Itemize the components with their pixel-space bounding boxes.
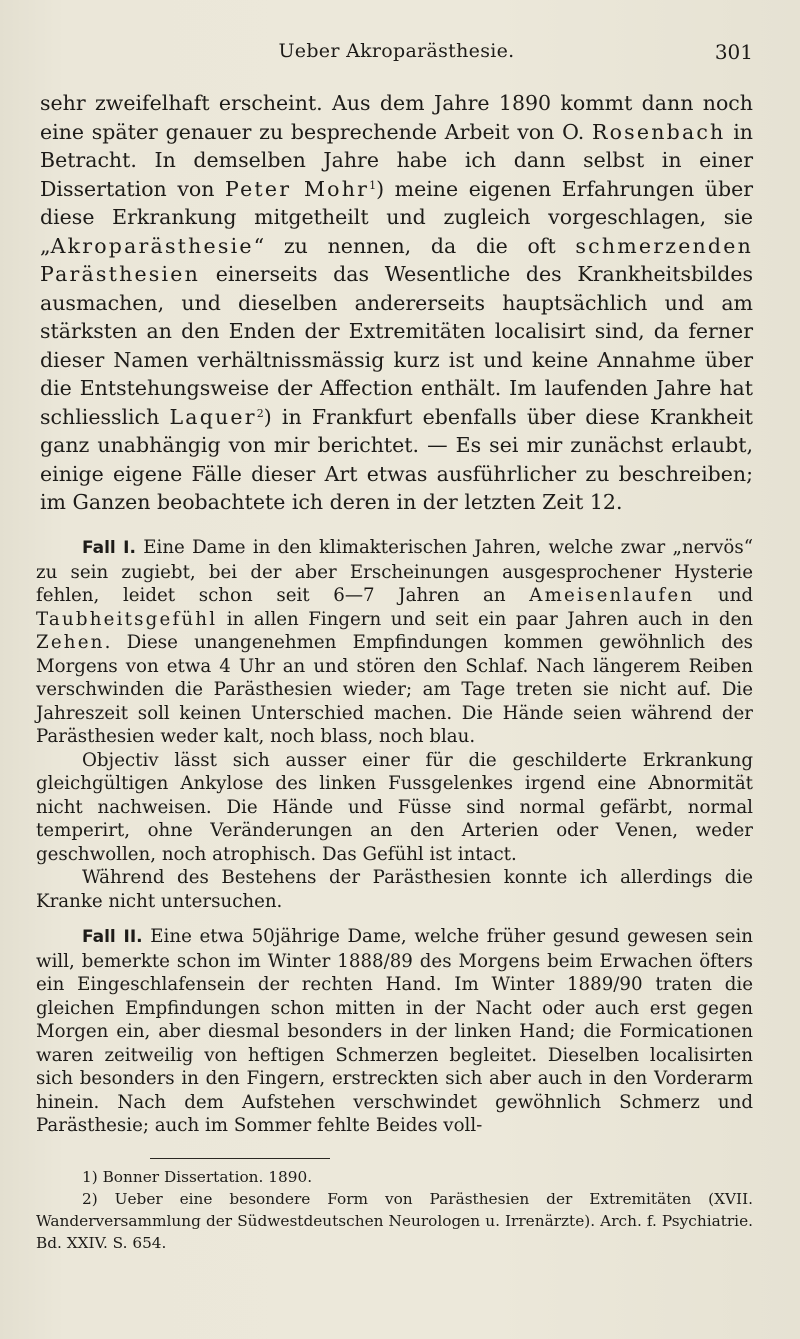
case-2-paragraph	[36, 925, 753, 1138]
case-1-paragraph	[36, 536, 753, 749]
intro-text: “ zu nennen, da die oft	[253, 233, 576, 258]
page-number: 301	[714, 40, 753, 64]
author-name-rosenbach: Rosenbach	[592, 119, 726, 144]
spaced-phrase: schmerzenden Parästhesien	[40, 233, 753, 286]
running-title: Ueber Akroparästhesie.	[278, 40, 515, 62]
intro-text: sehr zweifelhaft erscheint. Aus dem Jahre 1890 kommt dann noch eine später genauer zu besprechende Arbeit von O.	[40, 91, 753, 144]
case-text: . Diese unangenehmen Empfindungen kommen gewöhnlich des Morgens von etwa 4 Uhr an und stören den Schlaf. Nach längerem Reiben verschwinden die Parästhesien wieder; am Tage treten sie nicht auf. Die Jahreszeit soll keinen Unterschied machen. Die Hände seien während der Parästhesien weder kalt, noch blass, noch blau.	[36, 632, 753, 747]
case-2-label: Fall II.	[82, 927, 143, 947]
footnotes	[36, 1166, 753, 1254]
spaced-term: Ameisenlaufen	[529, 585, 695, 606]
case-text: Eine Dame in den klimakterischen Jahren, welche zwar „nervös“ zu sein zugiebt, bei der aber Erscheinungen ausgesprochener Hysterie fehlen, leidet schon seit 6—7 Jahren an	[36, 537, 753, 606]
author-name-laquer: Laquer	[169, 404, 257, 429]
intro-text: in Betracht. In demselben Jahre habe ich dann selbst in einer Dissertation von	[40, 119, 753, 201]
case-text: und	[694, 585, 753, 606]
footnote-divider	[150, 1158, 330, 1159]
intro-paragraph	[40, 89, 753, 517]
intro-text: einerseits das Wesentliche des Krankheitsbildes ausmachen, und dieselben andererseits hauptsächlich und am stärksten an den Enden der Extremitäten localisirt sind, da ferner dieser Namen verhältnissmässig kurz ist und keine Annahme über die Entstehungsweise der Affection enthält. Im laufenden Jahre hat schliesslich	[40, 262, 753, 429]
footnote-1: 1) Bonner Dissertation. 1890.	[82, 1168, 313, 1186]
case-1-note: Während des Bestehens der Parästhesien konnte ich allerdings die Kranke nicht untersuchen.	[36, 867, 753, 912]
case-text: in allen Fingern und seit ein paar Jahren auch in den	[217, 608, 753, 630]
spaced-term: Zehen	[36, 632, 105, 653]
intro-text: ) in Frankfurt ebenfalls über diese Krankheit ganz unabhängig von mir berichtet. — Es sei mir zunächst erlaubt, einige eigene Fälle dieser Art etwas ausführlicher zu beschreiben; im Ganzen beobachtete ich deren in der letzten Zeit 12.	[40, 404, 753, 514]
author-name-mohr: Peter Mohr	[225, 176, 370, 201]
case-1-label: Fall I.	[82, 538, 136, 558]
running-head	[40, 40, 753, 70]
spaced-term: Taubheitsgefühl	[36, 608, 218, 630]
footnote-2: 2) Ueber eine besondere Form von Parästhesien der Extremitäten (XVII. Wanderversammlung der Südwestdeutschen Neurologen u. Irrenärzte). Arch. f. Psychiatrie. Bd. XXIV. S. 654.	[36, 1190, 753, 1252]
footnote-ref-2: 2	[256, 406, 264, 420]
case-reports	[36, 536, 753, 1138]
case-1-findings: Objectiv lässt sich ausser einer für die geschilderte Erkrankung gleichgültigen Ankylose des linken Fussgelenkes irgend eine Abnormität nicht nachweisen. Die Hände und Füsse sind normal gefärbt, normal temperirt, ohne Veränderungen an den Arterien oder Venen, weder geschwollen, noch atrophisch. Das Gefühl ist intact.	[36, 749, 753, 865]
case-text: Eine etwa 50jährige Dame, welche früher gesund gewesen sein will, bemerkte schon im Winter 1888/89 des Morgens beim Erwachen öfters ein Eingeschlafensein der rechten Hand. Im Winter 1889/90 traten die gleichen Empfindungen schon mitten in der Nacht oder auch erst gegen Morgen ein, aber diesmal besonders in der linken Hand; die Formicationen waren zeitweilig von heftigen Schmerzen begleitet. Dieselben localisirten sich besonders in den Fingern, erstreckten sich aber auch in den Vorderarm hinein. Nach dem Aufstehen verschwindet gewöhnlich Schmerz und Parästhesie; auch im Sommer fehlte Beides voll-	[36, 926, 753, 1136]
footnote-ref-1: 1	[369, 178, 377, 192]
term-akroparaesthesie: Akroparästhesie	[50, 233, 254, 258]
intro-text: ) meine eigenen Erfahrungen über diese Erkrankung mitgetheilt und zugleich vorgeschlagen, sie „	[40, 176, 753, 258]
